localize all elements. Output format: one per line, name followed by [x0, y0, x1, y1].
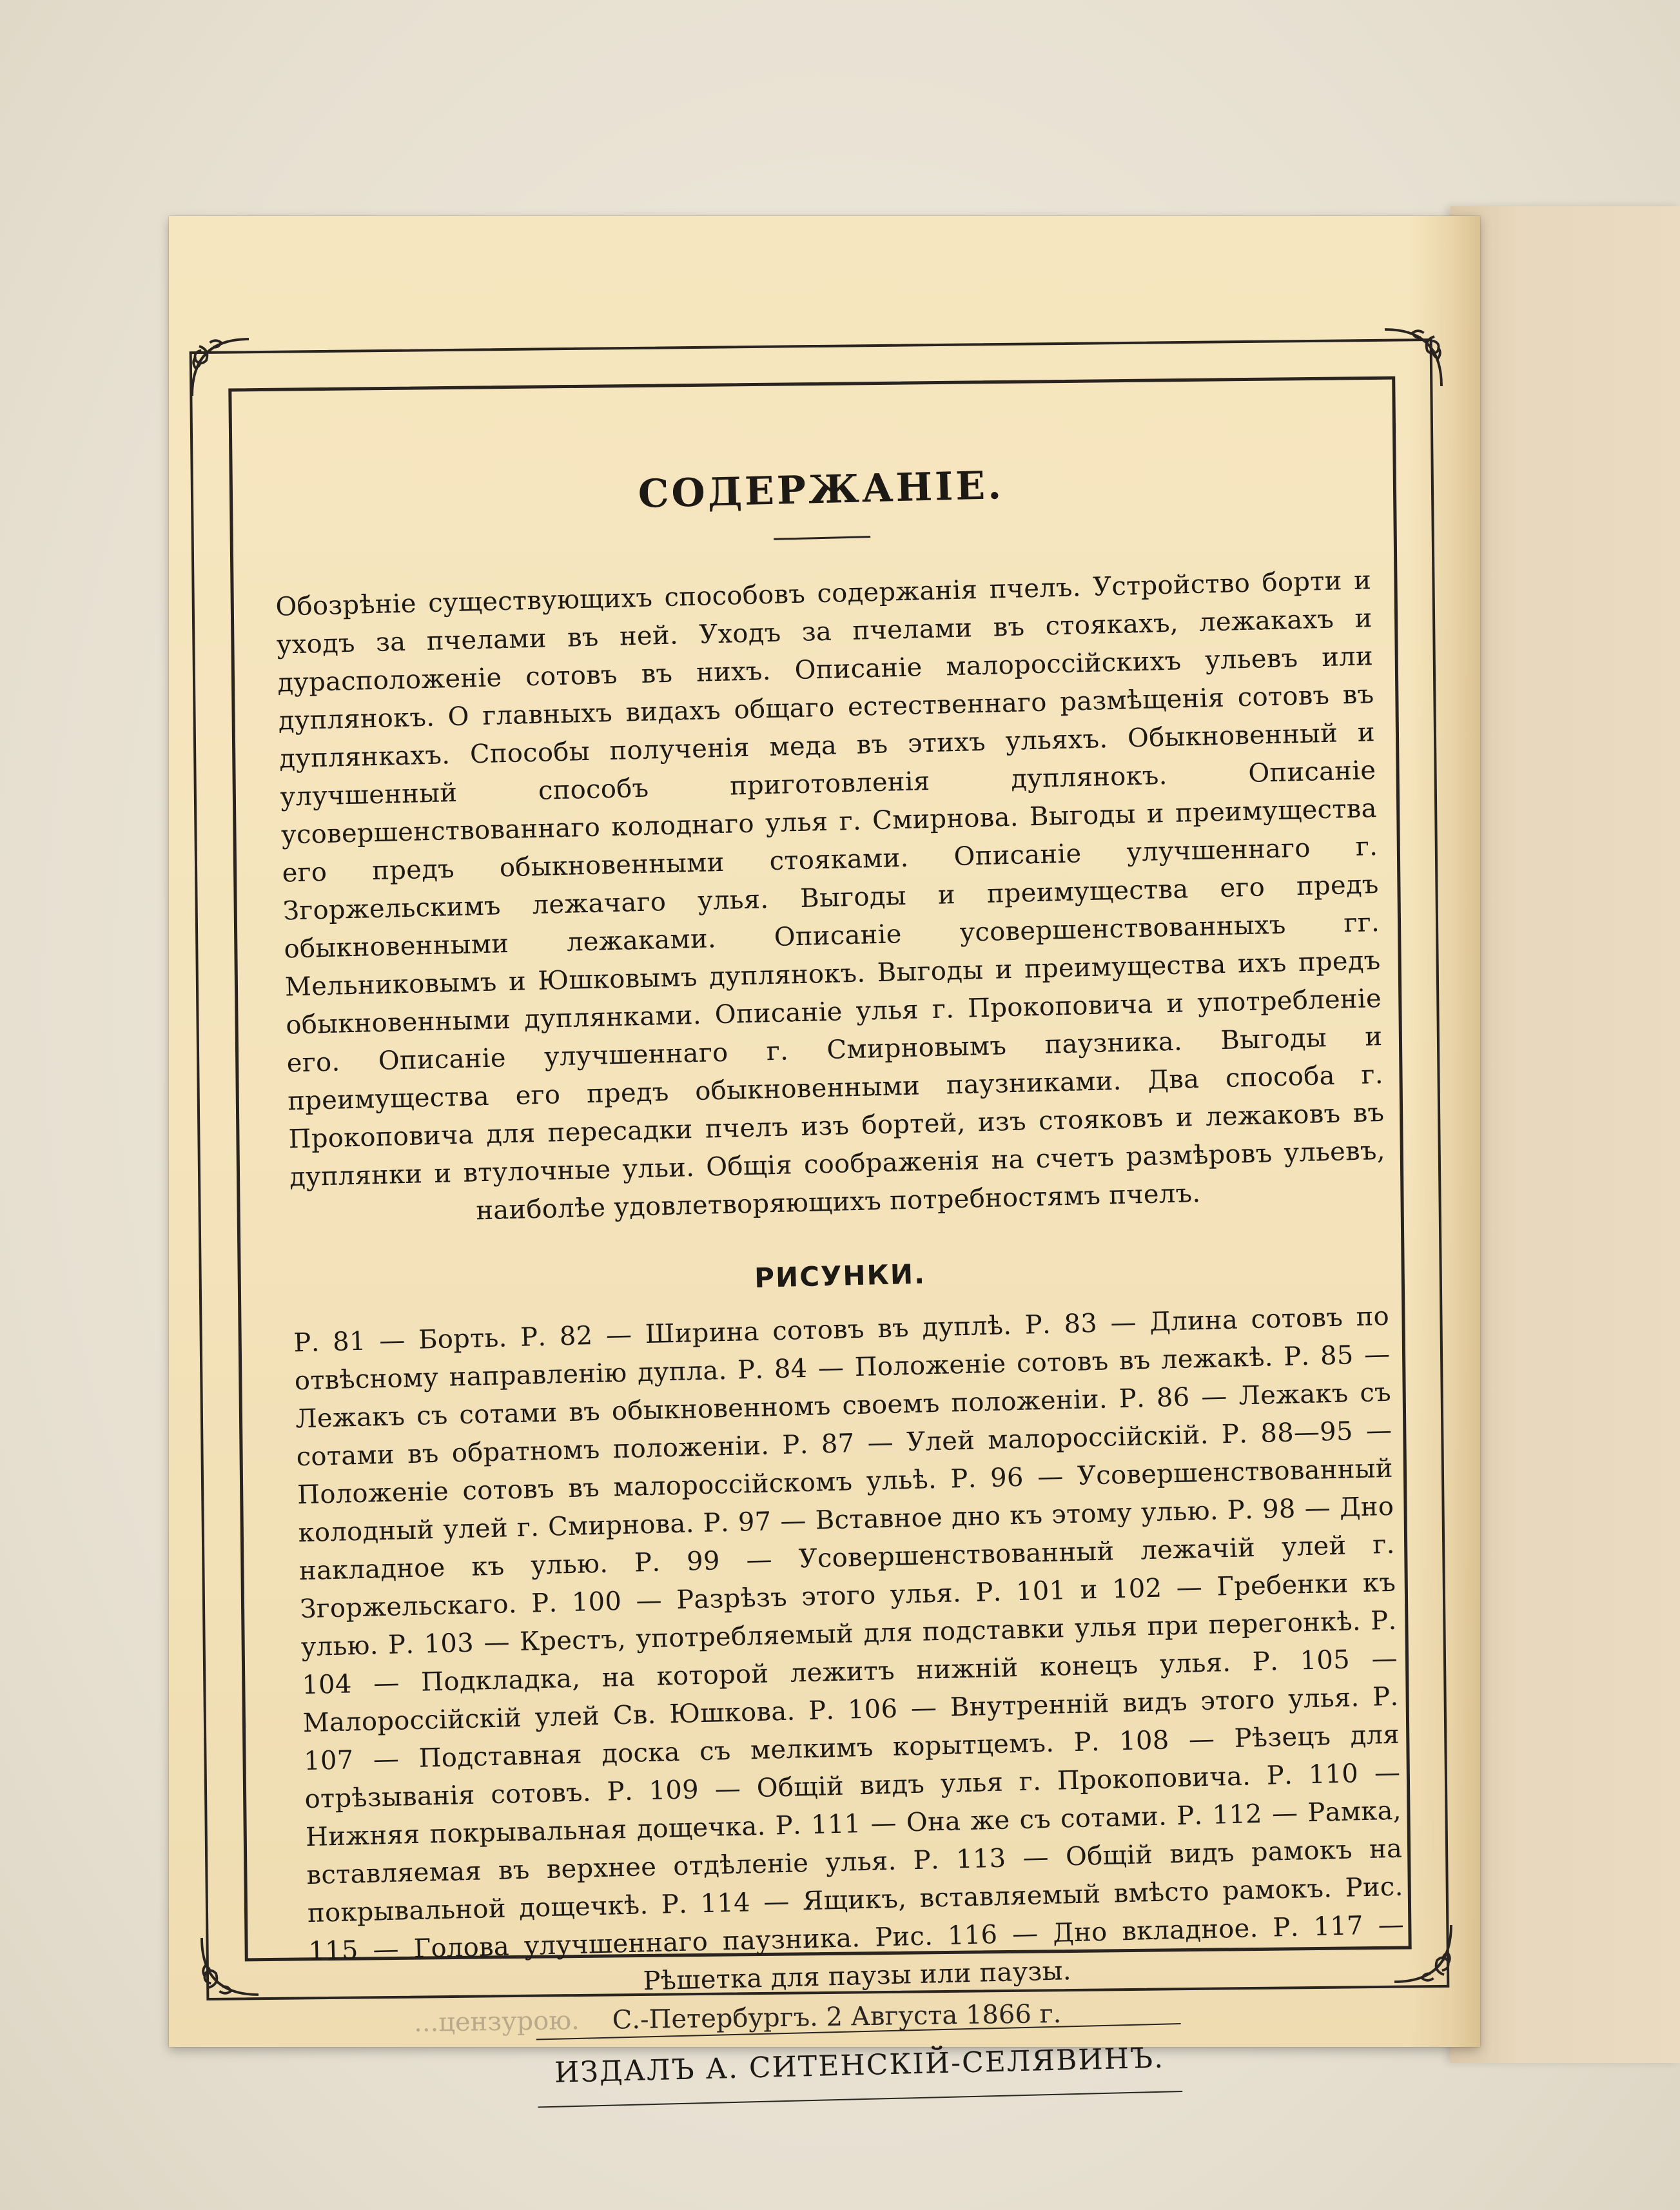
footer-imprint: С.-Петербургъ. 2 Августа 1866 г. — [612, 1999, 1062, 2035]
contents-paragraph: Обозрѣніе существующихъ способовъ содержанія пчелъ. Устройство борти и уходъ за пчелами въ ней. Уходъ за пчелами въ стоякахъ, лежакахъ и дурасположеніе сотовъ въ нихъ. Описаніе малороссійскихъ ульевъ или дуплянокъ. О главныхъ видахъ общаго естественнаго размѣщенія сотовъ въ дуплянкахъ. Способы полученія меда въ этихъ ульяхъ. Обыкновенный и улучшенный способъ приготовленія дуплянокъ. Описаніе усовершенствованнаго колоднаго улья г. Смирнова. Выгоды и преимущества его предъ обыкновенными стояками. Описаніе улучшеннаго г. Згоржельскимъ лежачаго улья. Выгоды и преимущества его предъ обыкновенными лежаками. Описаніе усовершенствованныхъ гг. Мельниковымъ и Юшковымъ дуплянокъ. Выгоды и преимущества ихъ предъ обыкновенными дуплянками. Описаніе улья г. Прокоповича и употребленіе его. Описаніе улучшеннаго г. Смирновымъ паузника. Выгоды и преимущества его предъ обыкновенными паузниками. Два способа г. Прокоповича для пересадки пчелъ изъ бортей, изъ стояковъ и лежаковъ въ дуплянки и втулочные ульи. Общія соображенія на счетъ размѣровъ ульевъ, наиболѣе удовлетворяющихъ потребностямъ пчелъ. — [275, 565, 1386, 1226]
figures-paragraph: Р. 81 — Борть. Р. 82 — Ширина сотовъ въ дуплѣ. Р. 83 — Длина сотовъ по отвѣсному направленію дупла. Р. 84 — Положеніе сотовъ въ лежакѣ. Р. 85 — Лежакъ съ сотами въ обыкновенномъ своемъ положеніи. Р. 86 — Лежакъ съ сотами въ обратномъ положеніи. Р. 87 — Улей малороссійскій. Р. 88—95 — Положеніе сотовъ въ малороссійскомъ ульѣ. Р. 96 — Усовершенствованный колодный улей г. Смирнова. Р. 97 — Вставное дно къ этому улью. Р. 98 — Дно накладное къ улью. Р. 99 — Усовершенствованный лежачій улей г. Згоржельскаго. Р. 100 — Разрѣзъ этого улья. Р. 101 и 102 — Гребенки къ улью. Р. 103 — Крестъ, употребляемый для подставки улья при перегонкѣ. Р. 104 — Подкладка, на которой лежитъ нижній конецъ улья. Р. 105 — Малороссійскій улей Св. Юшкова. Р. 106 — Внутренній видъ этого улья. Р. 107 — Подставная доска съ мелкимъ корытцемъ. Р. 108 — Рѣзецъ для отрѣзыванія сотовъ. Р. 109 — Общій видъ улья г. Прокоповича. Р. 110 — Нижняя покрывальная дощечка. Р. 111 — Она же съ сотами. Р. 112 — Рамка, вставляемая въ верхнее отдѣленіе улья. Р. 113 — Общій видъ рамокъ на покрывальной дощечкѣ. Р. 114 — Ящикъ, вставляемый вмѣсто рамокъ. Рис. 115 — Голова улучшеннаго паузника. Рис. 116 — Дно вкладное. Р. 117 — Рѣшетка для паузы или паузы. — [293, 1301, 1405, 1997]
document-page — [169, 216, 1480, 2089]
page-content — [272, 441, 1408, 2113]
ornament-corner-icon — [185, 332, 256, 403]
ornament-corner-icon — [195, 1931, 266, 2002]
title-divider — [774, 536, 870, 540]
footer-faded-text: ...цензурою. — [413, 2006, 580, 2038]
back-cover — [1450, 206, 1680, 2063]
publisher-line: ИЗДАЛЪ А. СИТЕНСКІЙ-СЕЛЯВИНЪ. — [554, 2041, 1165, 2089]
ornament-corner-icon — [1378, 322, 1449, 393]
figures-heading: РИСУНКИ. — [754, 1258, 926, 1294]
page-title: СОДЕРЖАНІЕ. — [637, 463, 1004, 517]
